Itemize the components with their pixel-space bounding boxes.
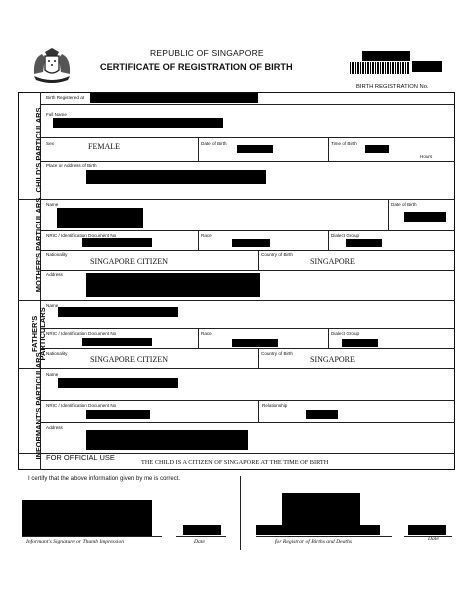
mother-name-label: Name	[46, 202, 59, 207]
redacted-registrar-signature-a	[282, 493, 360, 525]
child-hours-label: Hours	[420, 154, 433, 159]
father-dialect-label: Dialect Group	[331, 331, 360, 336]
mother-nationality-label: Nationality	[46, 252, 68, 257]
coat-of-arms-icon	[30, 44, 74, 86]
informant-relationship-label: Relationship	[262, 403, 288, 408]
redacted-mother-dob	[404, 212, 446, 222]
section-mother-label: MOTHER'S PARTICULARS	[34, 197, 44, 293]
redacted-father-race	[232, 339, 278, 347]
father-nationality-label: Nationality	[46, 351, 68, 356]
father-nationality-value: SINGAPORE CITIZEN	[90, 355, 168, 364]
mother-nationality-value: SINGAPORE CITIZEN	[90, 257, 168, 266]
redacted-child-tob	[365, 145, 389, 153]
official-use-label: FOR OFFICIAL USE	[46, 453, 115, 462]
redacted-mother-nric	[82, 238, 152, 247]
mother-country-value: SINGAPORE	[310, 257, 355, 266]
mother-dialect-label: Dialect Group	[331, 233, 360, 238]
redacted-date-1	[183, 525, 221, 535]
child-sex-label: Sex	[46, 141, 54, 146]
redacted-mother-dialect	[346, 239, 382, 247]
mother-country-label: Country of Birth	[261, 252, 293, 257]
mother-race-label: Race	[201, 233, 212, 238]
father-country-value: SINGAPORE	[310, 355, 355, 364]
registrar-label: for Registrar of Births and Deaths	[275, 539, 352, 545]
child-dob-label: Date of Birth	[201, 141, 227, 146]
mother-dob-label: Date of Birth	[391, 202, 417, 207]
section-father-label: FATHER'S PARTICULARS	[30, 307, 47, 361]
certify-statement: I certify that the above information given by me is correct.	[28, 476, 181, 482]
barcode-icon	[350, 62, 410, 74]
redacted-informant-signature	[22, 500, 152, 536]
father-nric-label: NRIC / Identification Document No	[46, 331, 117, 336]
redacted-child-place	[86, 170, 266, 184]
redacted-child-name	[53, 118, 223, 128]
date-label-1: Date	[194, 539, 205, 545]
section-informant-label: INFORMANT'S PARTICULARS	[34, 352, 44, 460]
redacted-informant-nric	[86, 410, 150, 419]
footer-divider	[240, 476, 241, 550]
father-race-label: Race	[201, 331, 212, 336]
redacted-serial-top	[362, 51, 410, 61]
redacted-informant-relationship	[306, 410, 338, 419]
informant-signature-label: Informant's Signature or Thumb Impression	[26, 539, 125, 545]
mother-nric-label: NRIC / Identification Document No	[46, 233, 117, 238]
child-place-label: Place or Address of Birth	[46, 163, 97, 168]
redacted-father-nric	[82, 338, 152, 346]
birth-registered-at-label: Birth Registered at	[46, 95, 85, 100]
date-label-2: Date	[428, 536, 439, 542]
redacted-mother-name	[57, 208, 143, 228]
redacted-mother-address	[86, 273, 260, 297]
redacted-father-name	[58, 307, 178, 317]
child-full-name-label: Full Name	[46, 112, 67, 117]
informant-nric-label: NRIC / Identification Document No	[46, 403, 117, 408]
father-name-label: Name	[46, 303, 59, 308]
birth-reg-no-label: BIRTH REGISTRATION No.	[356, 84, 429, 90]
child-tob-label: Time of Birth	[331, 141, 357, 146]
republic-heading: REPUBLIC OF SINGAPORE	[150, 48, 264, 58]
redacted-reg-number	[412, 61, 442, 72]
redacted-registrar-signature-b	[256, 525, 380, 535]
redacted-father-dialect	[342, 339, 378, 347]
informant-name-label: Name	[46, 372, 59, 377]
section-child-label: CHILD'S PARTICULARS	[34, 107, 44, 193]
redacted-registered-at	[90, 93, 258, 103]
mother-address-label: Address	[46, 272, 63, 277]
redacted-mother-race	[232, 239, 270, 247]
redacted-informant-address	[86, 430, 248, 450]
father-country-label: Country of Birth	[261, 351, 293, 356]
certificate-title: CERTIFICATE OF REGISTRATION OF BIRTH	[100, 62, 293, 72]
citizen-note: THE CHILD IS A CITIZEN OF SINGAPORE AT THE TIME OF BIRTH	[141, 459, 329, 466]
redacted-date-2	[408, 525, 446, 535]
redacted-child-dob	[237, 145, 273, 153]
redacted-informant-name	[58, 378, 178, 388]
child-sex-value: FEMALE	[88, 142, 120, 151]
informant-address-label: Address	[46, 425, 63, 430]
